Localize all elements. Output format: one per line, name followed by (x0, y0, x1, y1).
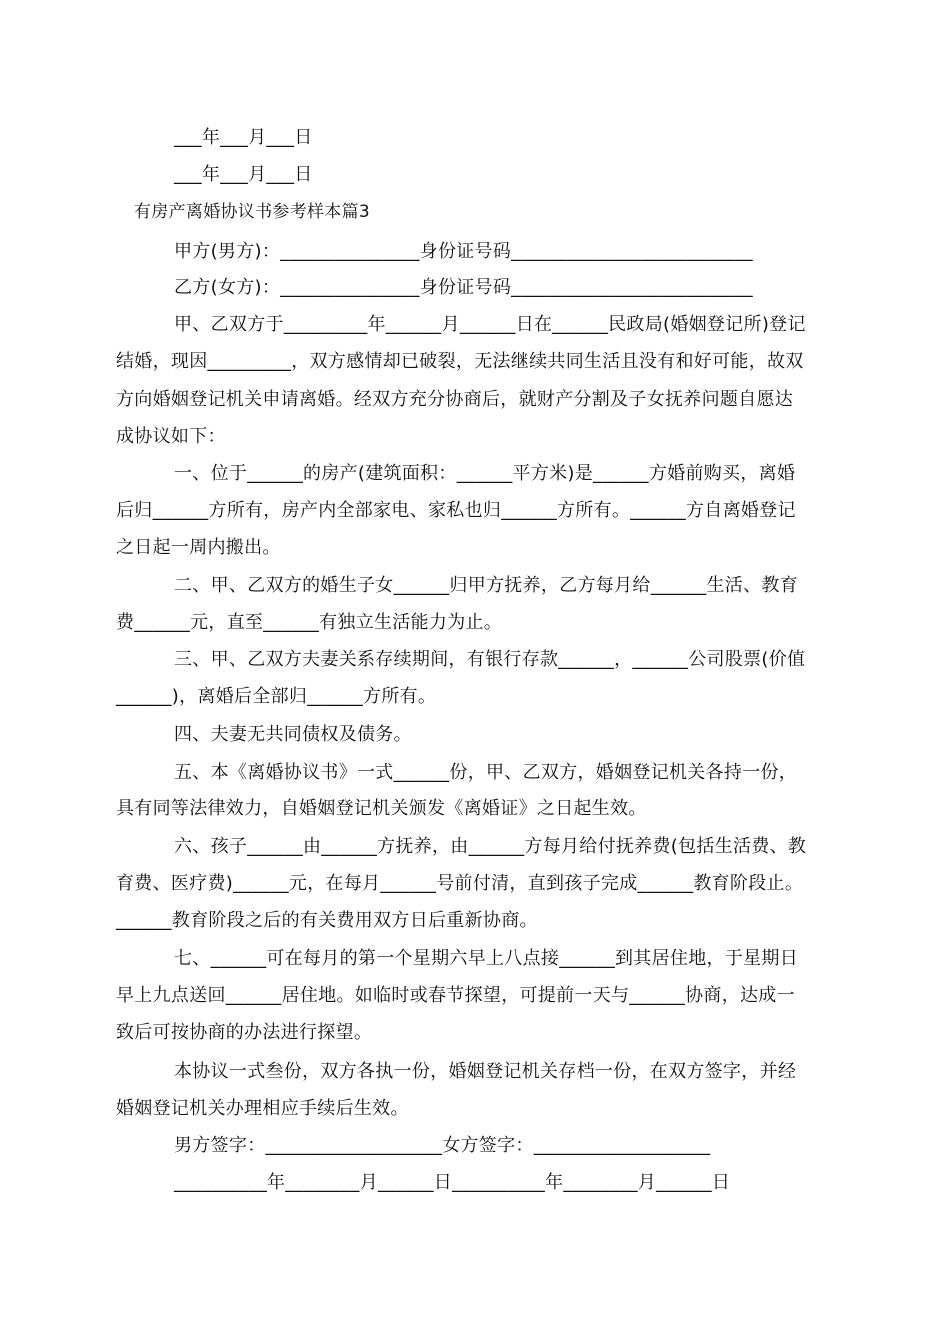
signature-date-line: __________年________月______日__________年________月______日 (174, 1172, 731, 1193)
section-title: 有房产离婚协议书参考样本篇3 (134, 202, 371, 222)
item6-line-1: 六、孩子______由______方抚养，由______方每月给付抚养费(包括生活费、教 (174, 836, 807, 857)
item7-line-2: 早上九点送回______居住地。如临时或春节探望，可提前一天与______协商，达成一 (116, 985, 795, 1006)
item1-line-1: 一、位于______的房产(建筑面积：______平方米)是______方婚前购买，离婚 (174, 463, 796, 484)
date-line-1: ___年___月___日 (174, 127, 313, 148)
date-line-2: ___年___月___日 (174, 164, 313, 185)
signature-line: 男方签字：___________________女方签字：___________________ (174, 1135, 711, 1156)
item6-line-3: ______教育阶段之后的有关费用双方日后重新协商。 (116, 910, 538, 931)
item7-line-1: 七、______可在每月的第一个星期六早上八点接______到其居住地，于星期日 (174, 948, 798, 969)
item3-line-2: ______)，离婚后全部归______方所有。 (116, 686, 437, 707)
item2-line-1: 二、甲、乙双方的婚生子女______归甲方抚养，乙方每月给______生活、教育 (174, 575, 798, 596)
item1-line-2: 后归______方所有，房产内全部家电、家私也归______方所有。______方自离婚登记 (116, 500, 796, 521)
intro-line-1: 甲、乙双方于_________年______月______日在______民政局(婚姻登记所)登记 (174, 314, 806, 335)
item6-line-2: 育费、医疗费)______元，在每月______号前付清，直到孩子完成______教育阶段止。 (116, 873, 804, 894)
item4-line-1: 四、夫妻无共同债权及债务。 (174, 724, 412, 745)
intro-line-4: 成协议如下： (116, 426, 226, 447)
closing-line-1: 本协议一式叁份，双方各执一份，婚姻登记机关存档一份，在双方签字，并经 (174, 1061, 797, 1082)
item2-line-2: 费______元，直至______有独立生活能力为止。 (116, 612, 503, 633)
item5-line-2: 具有同等法律效力，自婚姻登记机关颁发《离婚证》之日起生效。 (116, 798, 647, 819)
item7-line-3: 致后可按协商的办法进行探望。 (116, 1022, 373, 1043)
party-a-line: 甲方(男方)：_______________身份证号码__________________________ (174, 241, 753, 262)
closing-line-2: 婚姻登记机关办理相应手续后生效。 (116, 1098, 409, 1119)
item1-line-3: 之日起一周内搬出。 (116, 537, 281, 558)
intro-line-2: 结婚，现因_________，双方感情却已破裂，无法继续共同生活且没有和好可能，故双 (116, 351, 804, 372)
item5-line-1: 五、本《离婚协议书》一式______份，甲、乙双方，婚姻登记机关各持一份， (174, 762, 798, 783)
item3-line-1: 三、甲、乙双方夫妻关系存续期间，有银行存款______，______公司股票(价值 (174, 649, 806, 670)
intro-line-3: 方向婚姻登记机关申请离婚。经双方充分协商后，就财产分割及子女抚养问题自愿达 (116, 389, 794, 410)
party-b-line: 乙方(女方)：_______________身份证号码__________________________ (174, 277, 753, 298)
